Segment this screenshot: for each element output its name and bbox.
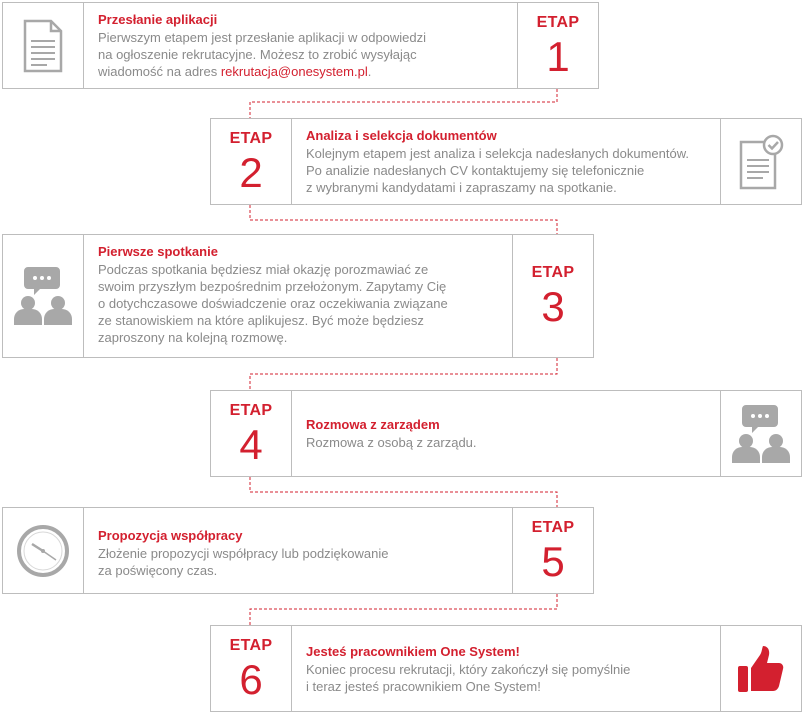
step-description: Pierwszym etapem jest przesłanie aplikacji w odpowiedzi na ogłoszenie rekrutacyjne. Możesz to zrobić wysyłając wiadomość na adres rekrutacja@onesystem.pl. [98,30,427,79]
step-title: Pierwsze spotkanie [98,244,218,259]
etap-badge-4: ETAP 4 [211,391,292,476]
etap-badge-6: ETAP 6 [211,626,292,711]
step-title: Jesteś pracownikiem One System! [306,644,520,659]
step-title: Analiza i selekcja dokumentów [306,128,497,143]
step-title: Propozycja współpracy [98,528,243,543]
step-title: Rozmowa z zarządem [306,417,440,432]
step-description: Koniec procesu rekrutacji, który zakończył się pomyślnie i teraz jesteś pracownikiem One System! [306,662,631,694]
step-title: Przesłanie aplikacji [98,12,218,27]
step-description: Rozmowa z osobą z zarządu. [306,435,477,450]
etap-badge-3: ETAP 3 [512,235,593,357]
etap-badge-2: ETAP 2 [211,119,292,204]
step-description: Złożenie propozycji współpracy lub podziękowanie za poświęcony czas. [98,546,389,578]
step-description: Kolejnym etapem jest analiza i selekcja nadesłanych dokumentów. Po analizie nadesłanych CV kontaktujemy się telefonicznie z wybranymi kandydatami i zapraszamy na spotkanie. [306,146,689,195]
step-description: Podczas spotkania będziesz miał okazję porozmawiać ze swoim przyszłym bezpośrednim przełożonym. Zapytamy Cię o dotychczasowe doświadczenie oraz oczekiwania związane ze stanowiskiem na które aplikujesz. Być może będziesz zaproszony na kolejną rozmowę. [98,262,448,345]
email-link[interactable]: rekrutacja@onesystem.pl [220,64,368,79]
etap-badge-1: ETAP 1 [517,3,598,88]
etap-badge-5: ETAP 5 [512,508,593,593]
